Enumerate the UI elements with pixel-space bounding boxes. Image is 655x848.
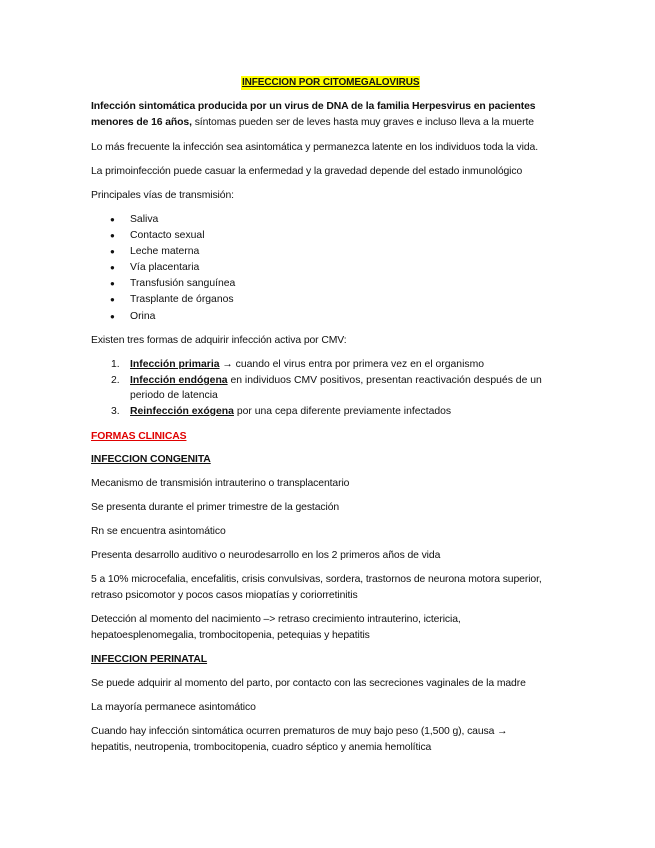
list-item-text: Contacto sexual [130, 230, 205, 241]
list-item-term: Reinfección exógena [130, 406, 234, 417]
intro-bold-2: menores de 16 años, [91, 117, 192, 128]
bullet-icon: ● [110, 215, 115, 224]
list-item-text [130, 405, 451, 419]
bullet-icon: ● [110, 247, 115, 256]
list-item-text: Leche materna [130, 246, 200, 257]
list-item-text: Saliva [130, 214, 159, 225]
intro-line-1 [91, 100, 535, 114]
bullet-icon: ● [110, 312, 115, 321]
list-item-text: Vía placentaria [130, 262, 200, 273]
list-item-desc: en individuos CMV positivos, presentan reactivación después de un [227, 375, 542, 386]
bullet-icon: ● [110, 295, 115, 304]
list-item-desc: → cuando el virus entra por primera vez en el organismo [219, 359, 485, 370]
paragraph: Rn se encuentra asintomático [91, 526, 226, 537]
paragraph-transmission-intro: Principales vías de transmisión: [91, 190, 234, 201]
list-item-term: Infección primaria [130, 359, 220, 370]
paragraph: Se puede adquirir al momento del parto, por contacto con las secreciones vaginales de la madre [91, 678, 526, 689]
list-number: 1. [111, 359, 120, 370]
section-heading-perinatal: INFECCION PERINATAL [91, 654, 208, 665]
paragraph-continuation: retraso psicomotor y pocos casos miopatías y coriorretinitis [91, 590, 358, 601]
list-item-text: Orina [130, 311, 156, 322]
section-heading-congenita: INFECCION CONGENITA [91, 454, 211, 465]
list-item-continuation: periodo de latencia [130, 390, 218, 401]
list-item-text [130, 358, 484, 372]
bullet-icon: ● [110, 279, 115, 288]
bullet-icon: ● [110, 231, 115, 240]
list-number: 3. [111, 406, 120, 417]
list-item-text: Trasplante de órganos [130, 294, 234, 305]
paragraph: Se presenta durante el primer trimestre de la gestación [91, 502, 340, 513]
list-item-text [130, 374, 542, 388]
list-item-term: Infección endógena [130, 375, 228, 386]
intro-bold: Infección sintomática producida por un virus de DNA de la familia Herpesvirus en pacientes [91, 101, 536, 112]
paragraph-continuation: hepatoesplenomegalia, trombocitopenia, petequias y hepatitis [91, 630, 370, 641]
list-item-desc: por una cepa diferente previamente infectados [233, 406, 452, 417]
list-item-text: Transfusión sanguínea [130, 278, 236, 289]
section-heading-formas: FORMAS CLINICAS [91, 431, 187, 442]
paragraph: Detección al momento del nacimiento –> retraso crecimiento intrauterino, ictericia, [91, 614, 461, 625]
paragraph-continuation: hepatitis, neutropenia, trombocitopenia, cuadro séptico y anemia hemolítica [91, 742, 432, 753]
intro-line-2 [91, 116, 534, 130]
paragraph-primoinfection: La primoinfección puede casuar la enfermedad y la gravedad depende del estado inmunológico [91, 166, 523, 177]
paragraph: Mecanismo de transmisión intrauterino o transplacentario [91, 478, 350, 489]
paragraph-latency: Lo más frecuente la infección sea asintomática y permanezca latente en los individuos toda la vida. [91, 142, 538, 153]
paragraph: Presenta desarrollo auditivo o neurodesarrollo en los 2 primeros años de vida [91, 550, 441, 561]
bullet-icon: ● [110, 263, 115, 272]
paragraph: 5 a 10% microcefalia, encefalitis, crisis convulsivas, sordera, trastornos de neurona motora superior, [91, 574, 542, 585]
document-title: INFECCION POR CITOMEGALOVIRUS [242, 77, 420, 88]
paragraph: Cuando hay infección sintomática ocurren prematuros de muy bajo peso (1,500 g), causa → [91, 726, 508, 737]
intro-rest: síntomas pueden ser de leves hasta muy graves e incluso lleva a la muerte [191, 117, 534, 128]
paragraph: La mayoría permanece asintomático [91, 702, 256, 713]
paragraph-forms-intro: Existen tres formas de adquirir infección activa por CMV: [91, 335, 347, 346]
list-number: 2. [111, 375, 120, 386]
